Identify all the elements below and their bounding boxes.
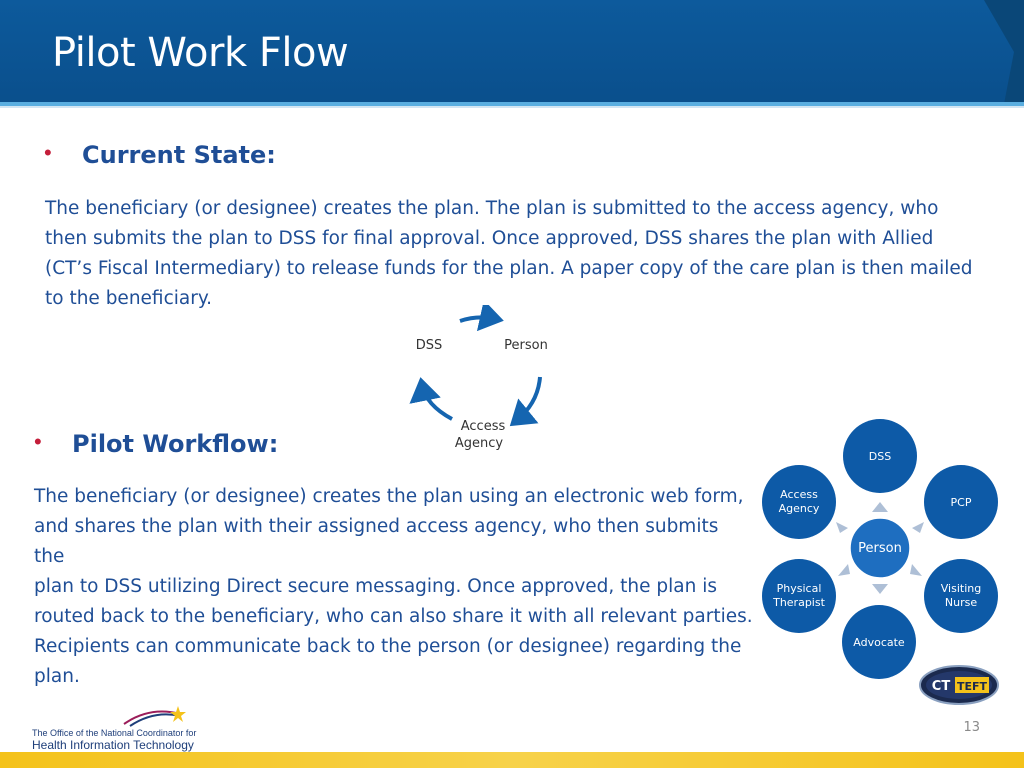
node-person-label: Person (858, 541, 902, 556)
pilot-line: Recipients can communicate back to the person (or designee) regarding the (34, 636, 742, 657)
pilot-line: The beneficiary (or designee) creates the plan using an electronic web form, (34, 486, 744, 507)
cycle-arrow-top (460, 317, 496, 321)
arrow-to-advocate (872, 584, 888, 594)
current-state-paragraph (45, 194, 995, 314)
onc-swoosh-logo (120, 702, 190, 730)
page-number: 13 (963, 720, 980, 735)
arrow-to-access-agency (836, 522, 848, 533)
current-state-line: The beneficiary (or designee) creates the plan. The plan is submitted to the access agency, who (45, 198, 939, 219)
bullet-current-state: • (44, 140, 52, 165)
cycle-node-access-line1: Access (460, 419, 506, 434)
cycle-node-access-agency (446, 418, 512, 452)
cycle-arrows-diagram (400, 305, 560, 435)
node-pcp-label: PCP (950, 496, 972, 509)
footer-gold-bar (0, 752, 1024, 768)
cycle-node-dss: DSS (415, 338, 443, 353)
pilot-workflow-heading: Pilot Workflow: (72, 430, 279, 458)
title-underline-shadow (0, 106, 1024, 108)
care-network-diagram (760, 416, 1004, 682)
node-dss-label: DSS (868, 450, 892, 463)
node-access-label-2: Agency (778, 502, 820, 515)
cycle-arrow-right (516, 377, 540, 421)
node-physical-label-1: Physical (776, 582, 822, 595)
current-state-heading: Current State: (82, 141, 276, 169)
ct-logo-teft: TEFT (956, 680, 988, 693)
cycle-node-person: Person (504, 338, 548, 353)
node-access-label-1: Access (780, 488, 818, 501)
title-bar-chevron (984, 0, 1024, 104)
arrow-to-pcp (912, 522, 924, 533)
cycle-arrow-left (422, 385, 452, 419)
bullet-pilot-workflow: • (34, 429, 42, 454)
pilot-line: routed back to the beneficiary, who can also share it with all relevant parties. (34, 606, 753, 627)
current-state-line: then submits the plan to DSS for final approval. Once approved, DSS shares the plan with Allied (45, 228, 934, 249)
current-state-line: to the beneficiary. (45, 288, 213, 309)
ct-logo-ct: CT (931, 679, 951, 694)
pilot-line: and shares the plan with their assigned access agency, who then submits the (34, 516, 719, 567)
pilot-line: plan to DSS utilizing Direct secure messaging. Once approved, the plan is (34, 576, 718, 597)
arrow-to-physical-therapist (838, 564, 850, 576)
node-physical-label-2: Therapist (773, 596, 825, 609)
node-visiting-label-2: Nurse (944, 596, 978, 609)
onc-line-1: The Office of the National Coordinator for (32, 728, 197, 738)
pilot-line: plan. (34, 666, 80, 687)
node-advocate-label: Advocate (853, 636, 905, 649)
onc-line-2: Health Information Technology (32, 738, 194, 752)
node-visiting-label-1: Visiting (940, 582, 982, 595)
pilot-workflow-paragraph (34, 482, 754, 692)
slide-title: Pilot Work Flow (52, 30, 349, 76)
current-state-line: (CT’s Fiscal Intermediary) to release funds for the plan. A paper copy of the care plan is then mailed (45, 258, 973, 279)
arrow-to-dss (872, 502, 888, 512)
ct-teft-logo (918, 664, 1000, 706)
arrow-to-visiting-nurse (910, 564, 922, 576)
cycle-node-access-line2: Agency (454, 436, 504, 451)
